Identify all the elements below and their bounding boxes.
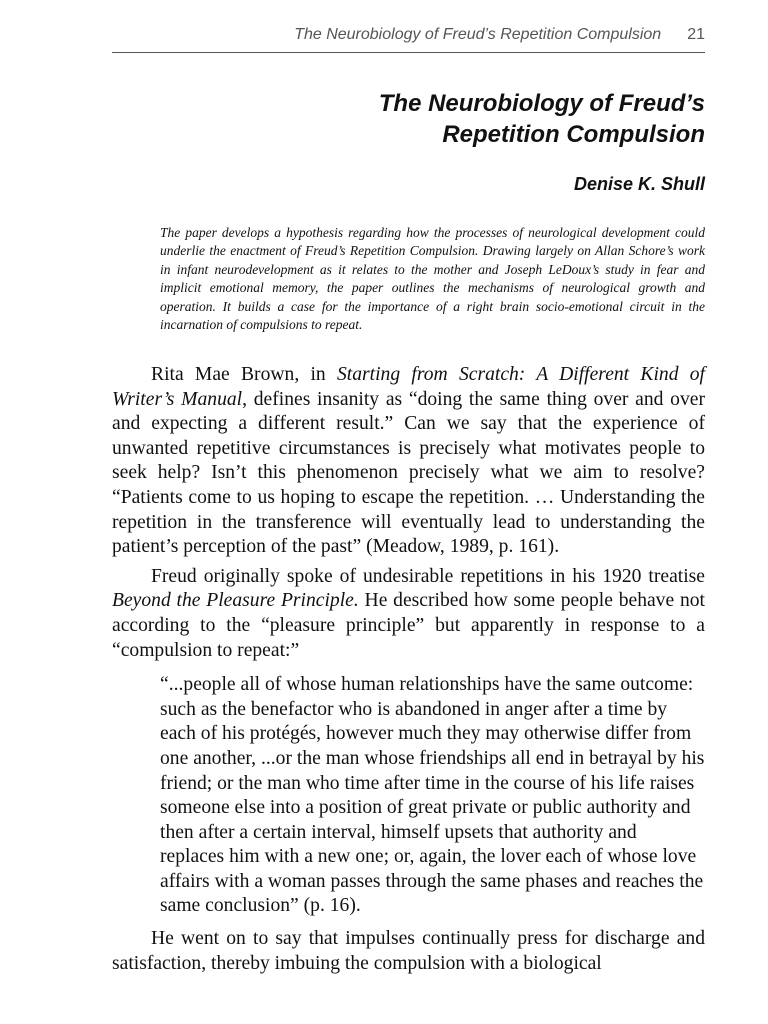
block-quote: “...people all of whose human relationships have the same outcome: such as the benefactor who is abandoned in anger after a time by each of his protégés, however much they may otherwise differ from one another, ...or the man whose friendships all end in betrayal by his friend; or the man who time after time in the course of his life raises someone else into a position of great private or public authority and then after a certain interval, himself upsets that authority and replaces him with a new one; or, again, the lover each of whose love affairs with a woman passes through the same phases and reaches the same conclusion” (p. 16).: [160, 674, 705, 917]
article-body: [112, 363, 705, 981]
paragraph-2: Freud originally spoke of undesirable repetitions in his 1920 treatise Beyond the Pleasure Principle. He described how some people behave not according to the “pleasure principle” but apparently in response to a “compulsion to repeat:”: [112, 565, 705, 661]
running-head-title: The Neurobiology of Freud’s Repetition Compulsion: [294, 26, 662, 43]
author-name: Denise K. Shull: [573, 174, 705, 194]
page-number: 21: [687, 26, 705, 43]
paragraph-1: Rita Mae Brown, in Starting from Scratch: A Different Kind of Writer’s Manual, defines insanity as “doing the same thing over and over and expecting a different result.” Can we say that the experience of unwanted repetitive circumstances is precisely what motivates people to seek help? Isn’t this phenomenon precisely what we aim to resolve? “Patients come to us hoping to escape the repetition. … Understanding the repetition in the transference will eventually lead to understanding the patient’s perception of the past” (Meadow, 1989, p. 161).: [112, 364, 705, 558]
paragraph-3: He went on to say that impulses continually press for discharge and satisfaction, thereby imbuing the compulsion with a biological: [112, 928, 705, 974]
article-title: [379, 88, 705, 150]
article-title-line-1: The Neurobiology of Freud’s: [378, 90, 705, 117]
article-title-line-2: Repetition Compulsion: [442, 121, 705, 148]
running-head: [112, 24, 705, 46]
book-title-beyond-pleasure-principle: Beyond the Pleasure Principle.: [112, 590, 359, 612]
book-title-starting-from-scratch: Starting from Scratch: A Different Kind of Writer’s Manual: [112, 364, 705, 410]
abstract: The paper develops a hypothesis regarding how the processes of neurological development could underlie the enactment of Freud’s Repetition Compulsion. Drawing largely on Allan Schore’s work in infant neurodevelopment as it relates to the mother and Joseph LeDoux’s study in fear and implicit emotional memory, the paper outlines the mechanisms of neurological growth and operation. It builds a case for the importance of a right brain socio-emotional circuit in the incarnation of compulsions to repeat.: [160, 225, 705, 333]
header-rule: [112, 52, 705, 53]
